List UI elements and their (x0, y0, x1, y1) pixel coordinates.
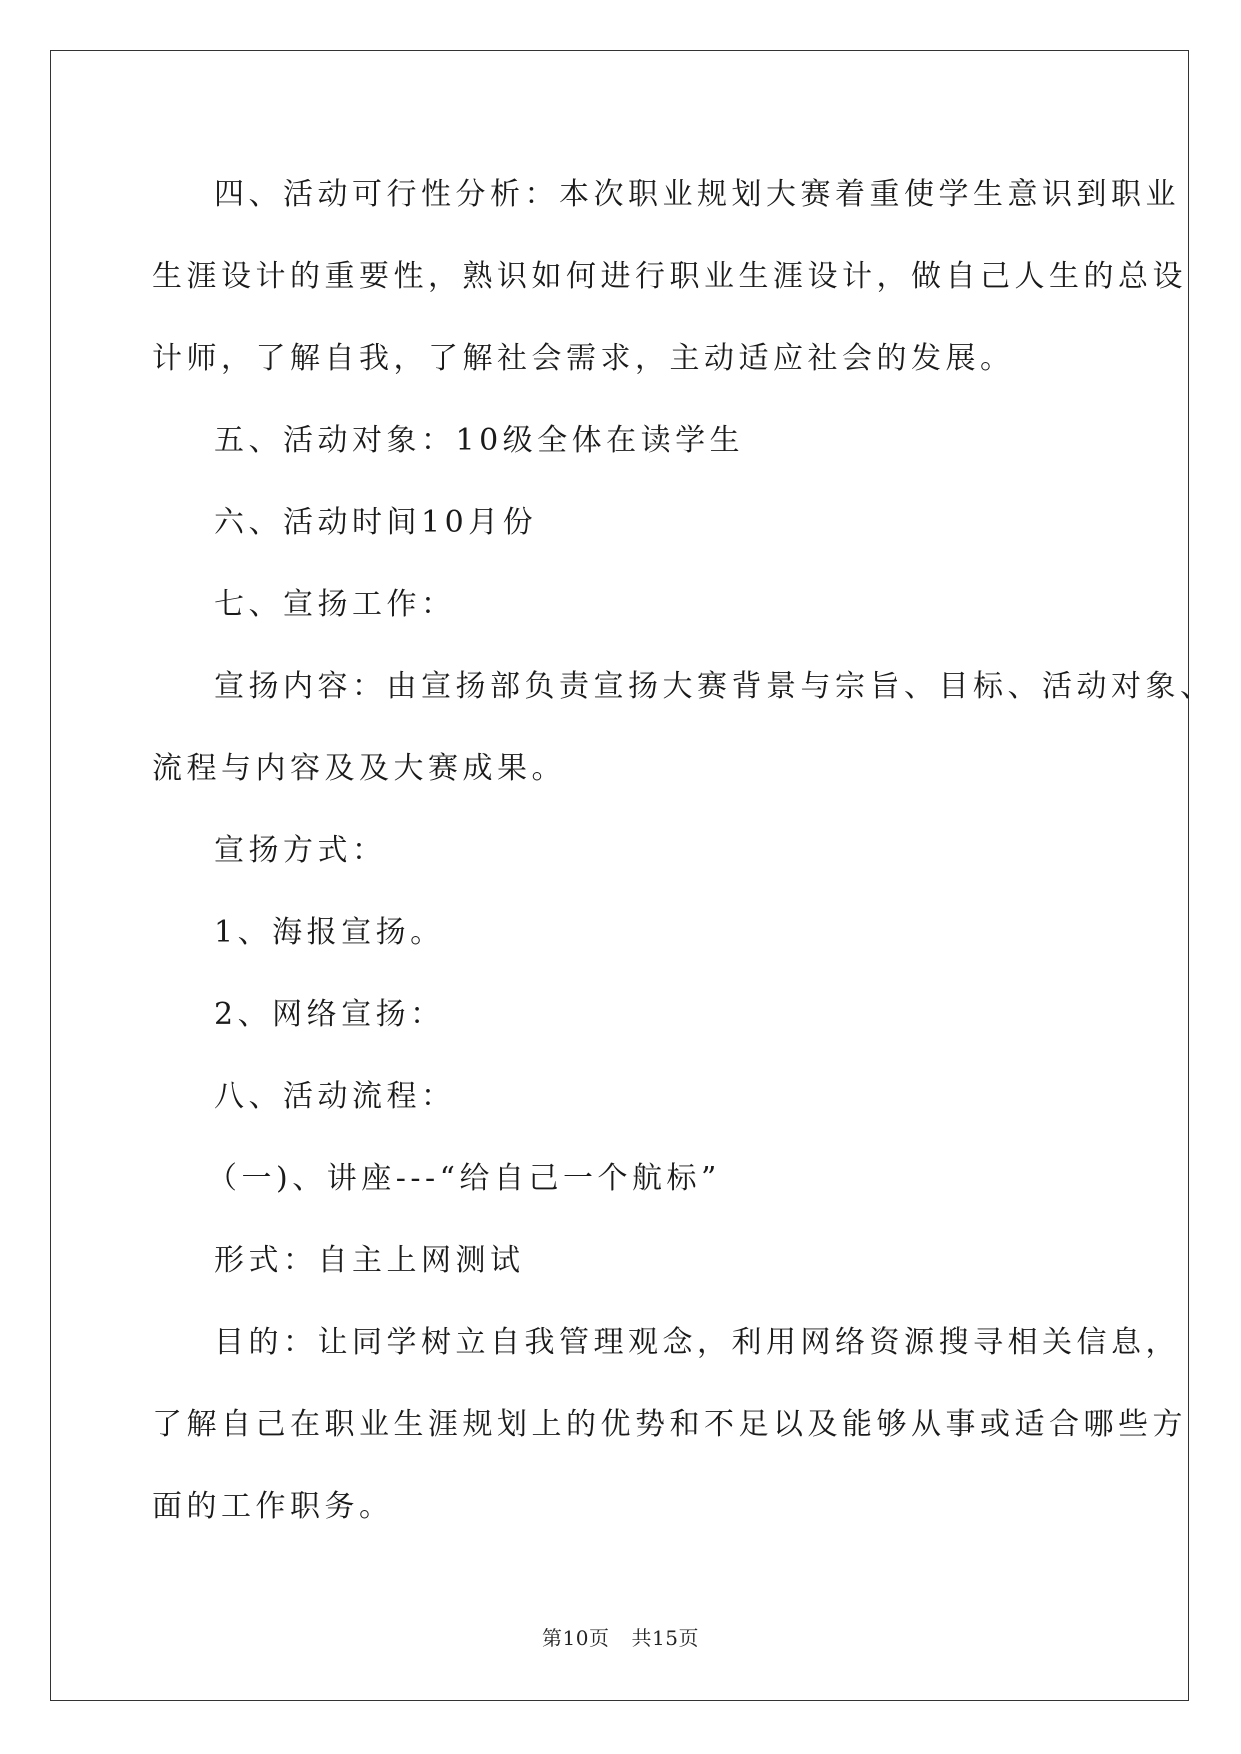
paragraph-line: 流程与内容及及大赛成果。 (152, 751, 566, 786)
paragraph-line: 宣扬方式： (214, 833, 387, 868)
paragraph-line: 目的：让同学树立自我管理观念，利用网络资源搜寻相关信息， (214, 1325, 1180, 1360)
list-item: 2、网络宣扬： (214, 997, 445, 1032)
paragraph-line: 计师，了解自我，了解社会需求，主动适应社会的发展。 (152, 341, 1015, 376)
document-body (152, 165, 1215, 1559)
paragraph-line: 了解自己在职业生涯规划上的优势和不足以及能够从事或适合哪些方 (152, 1407, 1187, 1442)
paragraph-line: 面的工作职务。 (152, 1489, 394, 1524)
total-pages: 共15页 (631, 1626, 699, 1650)
paragraph-line: 五、活动对象：10级全体在读学生 (214, 423, 745, 458)
section-heading: 八、活动流程： (214, 1079, 456, 1114)
subsection-heading: （一)、讲座---“给自己一个航标” (207, 1161, 721, 1196)
paragraph-line: 四、活动可行性分析：本次职业规划大赛着重使学生意识到职业 (214, 177, 1180, 212)
paragraph-line: 六、活动时间10月份 (214, 505, 538, 540)
section-heading: 七、宣扬工作： (214, 587, 456, 622)
paragraph-line: 生涯设计的重要性，熟识如何进行职业生涯设计，做自己人生的总设 (152, 259, 1187, 294)
current-page-number: 第10页 (542, 1626, 610, 1650)
page-footer (0, 1622, 1241, 1651)
paragraph-line: 形式：自主上网测试 (214, 1243, 525, 1278)
list-item: 1、海报宣扬。 (214, 915, 445, 950)
paragraph-line: 宣扬内容：由宣扬部负责宣扬大赛背景与宗旨、目标、活动对象、 (214, 669, 1215, 704)
